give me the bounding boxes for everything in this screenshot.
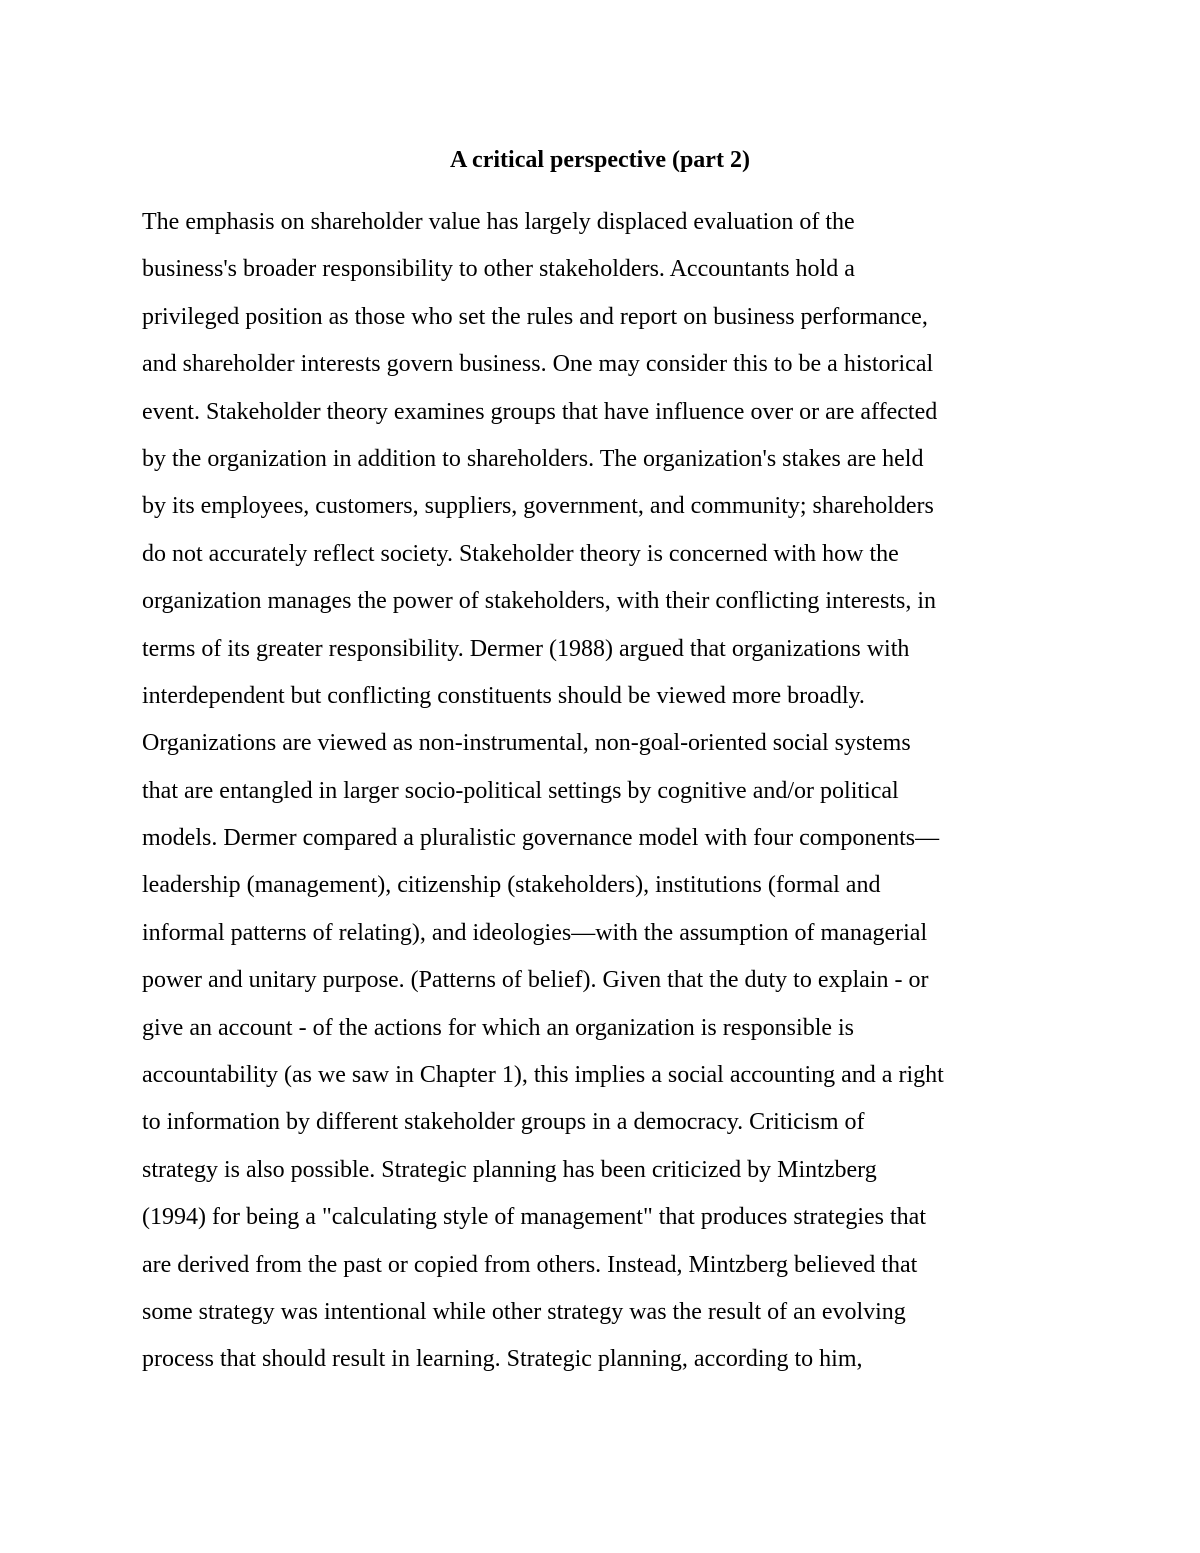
paragraph-line: by the organization in addition to shareholders. The organization's stakes are held	[142, 445, 924, 472]
paragraph-line: informal patterns of relating), and ideologies—with the assumption of managerial	[142, 919, 928, 946]
paragraph-line: by its employees, customers, suppliers, government, and community; shareholders	[142, 493, 934, 520]
paragraph-line: to information by different stakeholder groups in a democracy. Criticism of	[142, 1109, 865, 1136]
paragraph-line: models. Dermer compared a pluralistic governance model with four components—	[142, 825, 940, 852]
paragraph-line: event. Stakeholder theory examines groups that have influence over or are affected	[142, 398, 938, 425]
paragraph-line: are derived from the past or copied from others. Instead, Mintzberg believed that	[142, 1251, 918, 1278]
paragraph-line: that are entangled in larger socio-political settings by cognitive and/or political	[142, 777, 899, 804]
paragraph-line: process that should result in learning. Strategic planning, according to him,	[142, 1346, 863, 1373]
paragraph-line: terms of its greater responsibility. Dermer (1988) argued that organizations with	[142, 635, 910, 662]
paragraph-line: business's broader responsibility to other stakeholders. Accountants hold a	[142, 256, 855, 283]
paragraph-line: accountability (as we saw in Chapter 1), this implies a social accounting and a right	[142, 1062, 944, 1089]
paragraph-line: organization manages the power of stakeholders, with their conflicting interests, in	[142, 588, 937, 615]
paragraph-line: do not accurately reflect society. Stakeholder theory is concerned with how the	[142, 540, 899, 567]
paragraph-line: interdependent but conflicting constituents should be viewed more broadly.	[142, 682, 865, 709]
paragraph-line: power and unitary purpose. (Patterns of belief). Given that the duty to explain - or	[142, 967, 929, 994]
paragraph-line: leadership (management), citizenship (stakeholders), institutions (formal and	[142, 872, 881, 899]
paragraph-line: privileged position as those who set the rules and report on business performance,	[142, 303, 928, 330]
paragraph-line: Organizations are viewed as non-instrumental, non-goal-oriented social systems	[142, 730, 911, 757]
body-paragraph	[142, 202, 1082, 1387]
page-title: A critical perspective (part 2)	[450, 147, 750, 173]
paragraph-line: and shareholder interests govern business. One may consider this to be a historical	[142, 351, 934, 378]
paragraph-line: give an account - of the actions for which an organization is responsible is	[142, 1014, 855, 1041]
paragraph-line: strategy is also possible. Strategic planning has been criticized by Mintzberg	[142, 1156, 877, 1183]
paragraph-line: The emphasis on shareholder value has largely displaced evaluation of the	[142, 209, 855, 235]
paragraph-line: (1994) for being a "calculating style of management" that produces strategies that	[142, 1204, 926, 1231]
paragraph-line: some strategy was intentional while other strategy was the result of an evolving	[142, 1298, 906, 1325]
